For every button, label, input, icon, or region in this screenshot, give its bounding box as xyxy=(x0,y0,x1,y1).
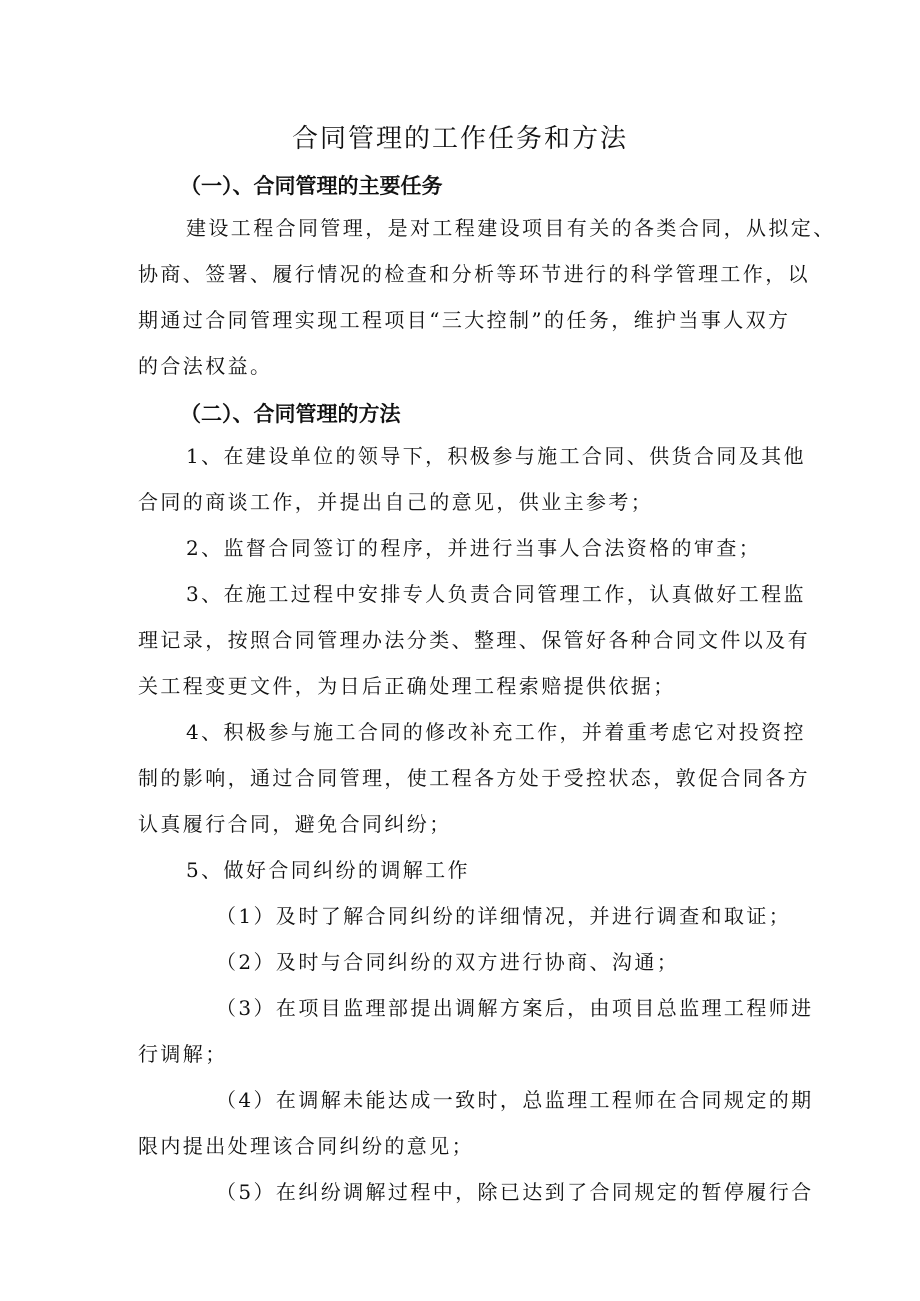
paragraph-line: 期通过合同管理实现工程项目“三大控制”的任务，维护当事人双方 xyxy=(138,308,791,332)
list-item-line: 2、监督合同签订的程序，并进行当事人合法资格的审查； xyxy=(186,536,762,560)
paragraph-line: 的合法权益。 xyxy=(138,354,273,378)
list-item-line: 1、在建设单位的领导下，积极参与施工合同、供货合同及其他 xyxy=(186,444,806,468)
document-title: 合同管理的工作任务和方法 xyxy=(291,124,628,154)
section-heading-2: （二）、合同管理的方法 xyxy=(180,402,401,426)
list-item-line: 3、在施工过程中安排专人负责合同管理工作，认真做好工程监 xyxy=(186,582,806,606)
list-item-line: 理记录，按照合同管理办法分类、整理、保管好各种合同文件以及有 xyxy=(138,628,810,652)
list-item-line: 4、积极参与施工合同的修改补充工作，并着重考虑它对投资控 xyxy=(186,720,806,744)
sub-item-line: 行调解； xyxy=(138,1042,228,1066)
list-item-line: 5、做好合同纠纷的调解工作 xyxy=(186,858,470,882)
sub-item-line: （4）在调解未能达成一致时，总监理工程师在合同规定的期 xyxy=(216,1088,814,1112)
sub-item-line: 限内提出处理该合同纠纷的意见； xyxy=(138,1134,474,1158)
list-item-line: 制的影响，通过合同管理，使工程各方处于受控状态，敦促合同各方 xyxy=(138,766,810,790)
paragraph-line: 建设工程合同管理，是对工程建设项目有关的各类合同，从拟定、 xyxy=(186,216,836,240)
sub-item-line: （2）及时与合同纠纷的双方进行协商、沟通； xyxy=(216,950,680,974)
list-item-line: 关工程变更文件，为日后正确处理工程索赔提供依据； xyxy=(138,674,676,698)
paragraph-line: 协商、签署、履行情况的检查和分析等环节进行的科学管理工作，以 xyxy=(138,262,810,286)
sub-item-line: （1）及时了解合同纠纷的详细情况，并进行调查和取证； xyxy=(216,904,792,928)
section-heading-1: （一）、合同管理的主要任务 xyxy=(180,174,443,198)
sub-item-line: （3）在项目监理部提出调解方案后，由项目总监理工程师进 xyxy=(216,996,814,1020)
list-item-line: 认真履行合同，避免合同纠纷； xyxy=(138,812,452,836)
sub-item-line: （5）在纠纷调解过程中，除已达到了合同规定的暂停履行合 xyxy=(216,1180,814,1204)
list-item-line: 合同的商谈工作，并提出自己的意见，供业主参考； xyxy=(138,490,654,514)
